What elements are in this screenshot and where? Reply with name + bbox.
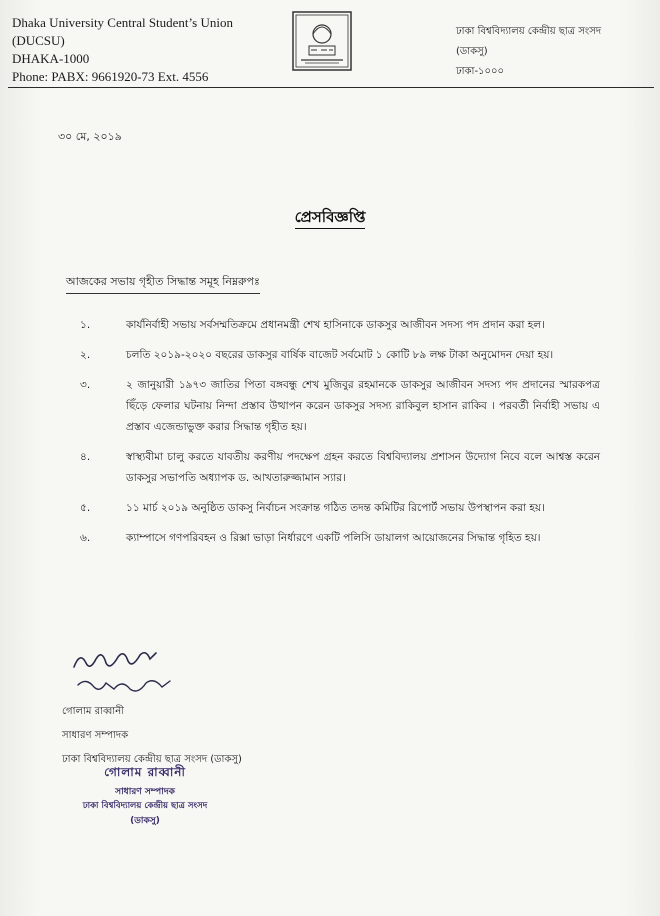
ducsu-emblem-icon [291,10,353,72]
letterhead-divider [8,87,654,88]
handwritten-signature [66,645,186,700]
stamp-abbr: (ডাকসু) [130,816,160,826]
letterhead-bn-org-name: ঢাকা বিশ্ববিদ্যালয় কেন্দ্রীয় ছাত্র সংসদ [456,26,602,37]
signatory-name: গোলাম রাব্বানী [62,706,125,717]
list-item [80,375,600,438]
item-text: স্বাস্থ্যবীমা চালু করতে যাবতীয় করণীয় পদক্ষেপ গ্রহন করতে বিশ্ববিদ্যালয় প্রশাসন উদ্যোগ নিবে বলে আশ্বস্ত করেন ডাকসুর সভাপতি অধ্যাপক ড. আখতারুজ্জামান স্যার। [126,451,600,484]
signatory-title: সাধারণ সম্পাদক [62,730,129,741]
list-item [80,345,600,366]
signatory-org: ঢাকা বিশ্ববিদ্যালয় কেন্দ্রীয় ছাত্র সংসদ (ডাকসু) [62,754,242,765]
letterhead-org-name: Dhaka University Central Student’s Union [12,15,233,30]
decisions-list [80,315,600,558]
list-item [80,498,600,519]
item-number: ১. [80,319,91,331]
list-item [80,447,600,489]
official-stamp [60,764,230,828]
item-text: ২ জানুয়ারী ১৯৭৩ জাতির পিতা বঙ্গবন্ধু শেখ মুজিবুর রহমানকে ডাকসুর আজীবন সদস্য পদ প্রদানের স্মারকপত্র ছিঁড়ে ফেলার ঘটনায় নিন্দা প্রস্তাব উত্থাপন করেন ডাকসুর সদস্য রাকিবুল হাসান রাকিব । পরবর্তী নির্বাহী সভায় এ প্রস্তাব এজেন্ডাভুক্ত করার সিদ্ধান্ত গৃহীত হয়। [126,379,600,433]
item-text: ক্যাম্পাসে গণপরিবহন ও রিক্সা ভাড়া নির্ধারণে একটি পলিসি ডায়ালগ আয়োজনের সিদ্ধান্ত গৃহিত হয়। [126,532,541,544]
letterhead-bn-abbr: (ডাকসু) [456,46,488,57]
item-number: ৪. [80,451,91,463]
stamp-org: ঢাকা বিশ্ববিদ্যালয় কেন্দ্রীয় ছাত্র সংসদ [82,801,208,811]
document-date: ৩০ মে, ২০১৯ [58,130,122,143]
letterhead-bengali [456,22,656,82]
heading-text: প্রেসবিজ্ঞপ্তি [295,208,366,229]
item-number: ৩. [80,379,91,391]
letterhead-bn-city: ঢাকা-১০০০ [456,66,505,77]
signature-block [62,700,242,772]
item-text: কার্যনির্বাহী সভায় সর্বসম্মতিক্রমে প্রধানমন্ত্রী শেখ হাসিনাকে ডাকসুর আজীবন সদস্য পদ প্রদান করা হল। [126,319,545,331]
decisions-intro: আজকের সভায় গৃহীত সিদ্ধান্ত সমূহ নিম্নরুপঃ [66,273,260,294]
stamp-name: গোলাম রাব্বানী [104,765,186,779]
letterhead-english [12,14,262,86]
stamp-title: সাধারণ সম্পাদক [115,787,175,797]
letterhead-city: DHAKA-1000 [12,51,90,66]
letterhead-abbr: (DUCSU) [12,33,65,48]
item-number: ৬. [80,532,91,544]
item-number: ২. [80,349,91,361]
letterhead-phone: Phone: PABX: 9661920-73 Ext. 4556 [12,69,209,84]
item-text: চলতি ২০১৯-২০২০ বছরের ডাকসুর বার্ষিক বাজেট সর্বমোট ১ কোটি ৮৯ লক্ষ টাকা অনুমোদন দেয়া হয়। [126,349,554,361]
item-number: ৫. [80,502,91,514]
document-heading [0,206,660,231]
list-item [80,528,600,549]
item-text: ১১ মার্চ ২০১৯ অনুষ্ঠিত ডাকসু নির্বাচন সংক্রান্ত গঠিত তদন্ত কমিটির রিপোর্ট সভায় উপস্থাপন করা হয়। [126,502,545,514]
list-item [80,315,600,336]
